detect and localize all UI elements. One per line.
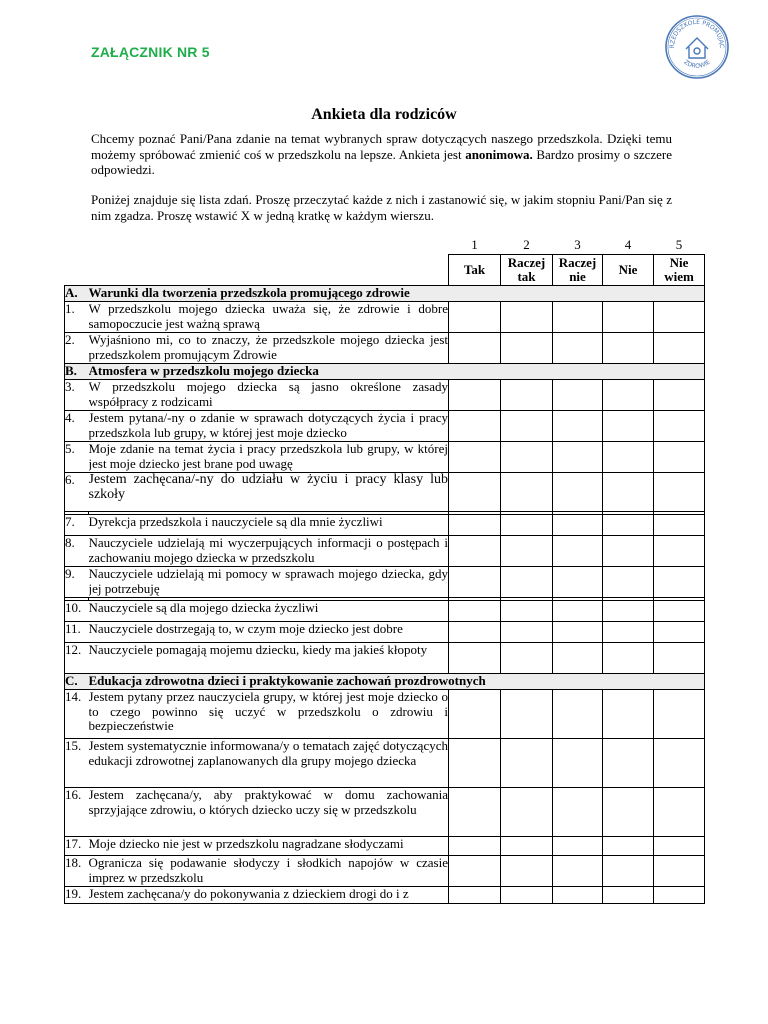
question-row <box>65 837 705 856</box>
question-number: 5. <box>65 442 89 473</box>
answer-checkbox[interactable] <box>501 739 553 788</box>
question-text: Jestem systematycznie informowana/y o tematach zajęć dotyczących edukacji zdrowotnej zaplanowanych dla grupy mojego dziecka <box>89 739 449 788</box>
question-number: 3. <box>65 380 89 411</box>
question-row <box>65 739 705 788</box>
answer-checkbox[interactable] <box>553 302 603 333</box>
question-number: 16. <box>65 788 89 837</box>
answer-checkbox[interactable] <box>449 302 501 333</box>
survey-table <box>64 238 705 904</box>
answer-checkbox[interactable] <box>603 333 654 364</box>
answer-checkbox[interactable] <box>553 536 603 567</box>
question-number: 7. <box>65 515 89 536</box>
house-icon <box>686 38 708 58</box>
answer-checkbox[interactable] <box>603 515 654 536</box>
answer-checkbox[interactable] <box>603 622 654 643</box>
question-number: 14. <box>65 690 89 739</box>
answer-checkbox[interactable] <box>553 333 603 364</box>
column-header-nie: Nie <box>603 255 654 286</box>
answer-checkbox[interactable] <box>553 622 603 643</box>
column-header-row <box>65 255 705 286</box>
answer-checkbox[interactable] <box>501 411 553 442</box>
question-text: W przedszkolu mojego dziecka uważa się, że zdrowie i dobre samopoczucie jest ważną sprawą <box>88 301 448 331</box>
answer-checkbox[interactable] <box>501 473 553 512</box>
answer-checkbox[interactable] <box>553 473 603 512</box>
page-title: Ankieta dla rodziców <box>311 106 457 123</box>
question-row <box>65 536 705 567</box>
question-number: 6. <box>65 473 89 512</box>
answer-checkbox[interactable] <box>654 856 705 887</box>
question-number: 11. <box>65 622 89 643</box>
question-row <box>65 788 705 837</box>
answer-checkbox[interactable] <box>449 788 501 837</box>
answer-checkbox[interactable] <box>603 442 654 473</box>
answer-checkbox[interactable] <box>449 567 501 598</box>
column-number: 3 <box>574 238 581 252</box>
answer-checkbox[interactable] <box>603 739 654 788</box>
column-numbers-row <box>65 238 705 255</box>
answer-checkbox[interactable] <box>553 380 603 411</box>
answer-checkbox[interactable] <box>449 601 501 622</box>
answer-checkbox[interactable] <box>603 536 654 567</box>
question-row <box>65 567 705 598</box>
answer-checkbox[interactable] <box>553 690 603 739</box>
answer-checkbox[interactable] <box>449 739 501 788</box>
answer-checkbox[interactable] <box>501 788 553 837</box>
question-row <box>65 302 705 333</box>
column-number: 1 <box>471 238 478 252</box>
answer-checkbox[interactable] <box>501 302 553 333</box>
answer-checkbox[interactable] <box>654 302 705 333</box>
answer-checkbox[interactable] <box>449 333 501 364</box>
question-number: 8. <box>65 536 89 567</box>
column-header-raczej-tak: Raczej tak <box>501 255 553 286</box>
question-text: Wyjaśniono mi, co to znaczy, że przedszkole mojego dziecka jest przedszkolem promującym Zdrowie <box>88 332 448 362</box>
column-number: 5 <box>675 238 683 252</box>
answer-checkbox[interactable] <box>501 567 553 598</box>
question-text: Ogranicza się podawanie słodyczy i słodkich napojów w czasie imprez w przedszkolu <box>88 855 448 885</box>
question-row <box>65 380 705 411</box>
question-text: Jestem pytany przez nauczyciela grupy, w której jest moje dziecko o to czego powinno się uczyć w przedszkolu o zdrowiu i bezpieczeństwie <box>89 690 449 739</box>
column-number: 2 <box>523 238 530 252</box>
question-row <box>65 622 705 643</box>
question-row <box>65 515 705 536</box>
question-number: 19. <box>65 887 89 904</box>
answer-checkbox[interactable] <box>654 333 705 364</box>
answer-checkbox[interactable] <box>501 333 553 364</box>
question-number: 10. <box>65 601 89 622</box>
answer-checkbox[interactable] <box>501 380 553 411</box>
answer-checkbox[interactable] <box>603 567 654 598</box>
answer-checkbox[interactable] <box>449 473 501 512</box>
column-number: 4 <box>624 238 632 252</box>
question-text: Moje zdanie na temat życia i pracy przedszkola lub grupy, w której jest moje dziecko jest brane pod uwagę <box>88 441 448 471</box>
answer-checkbox[interactable] <box>501 856 553 887</box>
answer-checkbox[interactable] <box>449 380 501 411</box>
question-row <box>65 643 705 674</box>
answer-checkbox[interactable] <box>553 643 603 674</box>
question-number: 2. <box>65 333 89 364</box>
answer-checkbox[interactable] <box>654 739 705 788</box>
section-letter: C. <box>65 674 89 690</box>
answer-checkbox[interactable] <box>603 473 654 512</box>
question-number: 4. <box>65 411 89 442</box>
answer-checkbox[interactable] <box>449 622 501 643</box>
answer-checkbox[interactable] <box>449 837 501 856</box>
answer-checkbox[interactable] <box>603 690 654 739</box>
answer-checkbox[interactable] <box>654 622 705 643</box>
answer-checkbox[interactable] <box>501 442 553 473</box>
answer-checkbox[interactable] <box>553 837 603 856</box>
answer-checkbox[interactable] <box>553 567 603 598</box>
question-row <box>65 601 705 622</box>
answer-checkbox[interactable] <box>654 643 705 674</box>
answer-checkbox[interactable] <box>603 887 654 904</box>
question-text: Moje dziecko nie jest w przedszkolu nagradzane słodyczami <box>89 837 449 856</box>
answer-checkbox[interactable] <box>654 601 705 622</box>
section-letter: B. <box>65 364 89 380</box>
question-row <box>65 690 705 739</box>
answer-checkbox[interactable] <box>654 473 705 512</box>
question-row <box>65 442 705 473</box>
question-text: Jestem zachęcana/y, aby praktykować w domu zachowania sprzyjające zdrowiu, o których dziecko uczy się w przedszkolu <box>89 788 449 837</box>
answer-checkbox[interactable] <box>654 411 705 442</box>
section-row <box>65 674 705 690</box>
column-header-raczej-nie: Raczej nie <box>553 255 603 286</box>
logo-text-top: RZEDSZKOLE PROMUJĄC <box>668 18 726 49</box>
question-number: 17. <box>65 837 89 856</box>
question-text: Jestem zachęcana/-ny do udziału w życiu i pracy klasy lub szkoły <box>89 473 449 512</box>
answer-checkbox[interactable] <box>449 887 501 904</box>
question-row <box>65 856 705 887</box>
answer-checkbox[interactable] <box>501 536 553 567</box>
answer-checkbox[interactable] <box>654 837 705 856</box>
question-row <box>65 411 705 442</box>
question-number: 1. <box>65 302 89 333</box>
answer-checkbox[interactable] <box>501 887 553 904</box>
answer-checkbox[interactable] <box>553 887 603 904</box>
answer-checkbox[interactable] <box>553 788 603 837</box>
logo-text-bottom: ZDROWIE <box>682 58 712 70</box>
answer-checkbox[interactable] <box>553 601 603 622</box>
answer-checkbox[interactable] <box>553 739 603 788</box>
question-row <box>65 887 705 904</box>
question-text: Nauczyciele pomagają mojemu dziecku, kiedy ma jakieś kłopoty <box>89 643 449 674</box>
question-text: Dyrekcja przedszkola i nauczyciele są dla mnie życzliwi <box>89 515 449 536</box>
answer-checkbox[interactable] <box>654 690 705 739</box>
answer-checkbox[interactable] <box>449 515 501 536</box>
answer-checkbox[interactable] <box>603 837 654 856</box>
answer-checkbox[interactable] <box>449 690 501 739</box>
answer-checkbox[interactable] <box>654 788 705 837</box>
answer-checkbox[interactable] <box>449 643 501 674</box>
intro-paragraph-2: Poniżej znajduje się lista zdań. Proszę przeczytać każde z nich i zastanowić się, w jakim stopniu Pani/Pan się z nim zgadza. Proszę wstawić X w jedną kratkę w każdym wierszu. <box>91 192 672 223</box>
answer-checkbox[interactable] <box>603 302 654 333</box>
section-row <box>65 364 705 380</box>
section-title: Atmosfera w przedszkolu mojego dziecka <box>89 364 705 380</box>
question-number: 12. <box>65 643 89 674</box>
answer-checkbox[interactable] <box>603 643 654 674</box>
answer-checkbox[interactable] <box>654 887 705 904</box>
column-header-tak: Tak <box>449 255 501 286</box>
answer-checkbox[interactable] <box>603 411 654 442</box>
question-text: Jestem zachęcana/y do pokonywania z dzieckiem drogi do i z <box>89 887 449 904</box>
attachment-label: ZAŁĄCZNIK NR 5 <box>91 44 210 60</box>
answer-checkbox[interactable] <box>501 601 553 622</box>
question-number: 18. <box>65 856 89 887</box>
question-text: Nauczyciele udzielają mi wyczerpujących informacji o postępach i zachowaniu mojego dziecka w przedszkolu <box>88 535 448 565</box>
answer-checkbox[interactable] <box>553 411 603 442</box>
answer-checkbox[interactable] <box>654 380 705 411</box>
answer-checkbox[interactable] <box>501 515 553 536</box>
question-text: Nauczyciele dostrzegają to, w czym moje dziecko jest dobre <box>89 622 449 643</box>
answer-checkbox[interactable] <box>449 411 501 442</box>
question-row <box>65 473 705 512</box>
question-text: Nauczyciele udzielają mi pomocy w sprawach mojego dziecka, gdy jej potrzebuję <box>88 566 448 596</box>
answer-checkbox[interactable] <box>603 380 654 411</box>
question-row <box>65 333 705 364</box>
answer-checkbox[interactable] <box>501 643 553 674</box>
answer-checkbox[interactable] <box>553 515 603 536</box>
answer-checkbox[interactable] <box>553 442 603 473</box>
answer-checkbox[interactable] <box>449 856 501 887</box>
intro-paragraph-1: Chcemy poznać Pani/Pana zdanie na temat wybranych spraw dotyczących naszego przedszkola. Dzięki temu możemy spróbować zmienić coś w przedszkolu na lepsze. Ankieta jest anonimowa. Bardzo prosimy o szczere odpowiedzi. <box>91 131 672 177</box>
section-letter: A. <box>65 286 89 302</box>
question-number: 15. <box>65 739 89 788</box>
question-text: W przedszkolu mojego dziecka są jasno określone zasady współpracy z rodzicami <box>88 379 448 409</box>
question-number: 9. <box>65 567 89 598</box>
question-text: Nauczyciele są dla mojego dziecka życzliwi <box>89 601 449 622</box>
answer-checkbox[interactable] <box>501 690 553 739</box>
question-text: Jestem pytana/-ny o zdanie w sprawach dotyczących życia i pracy przedszkola lub grupy, w której jest moje dziecko <box>88 410 448 440</box>
section-title: Edukacja zdrowotna dzieci i praktykowanie zachowań prozdrowotnych <box>89 674 705 690</box>
answer-checkbox[interactable] <box>654 442 705 473</box>
answer-checkbox[interactable] <box>501 837 553 856</box>
answer-checkbox[interactable] <box>603 788 654 837</box>
answer-checkbox[interactable] <box>553 856 603 887</box>
section-title: Warunki dla tworzenia przedszkola promującego zdrowie <box>89 286 705 302</box>
section-row <box>65 286 705 302</box>
answer-checkbox[interactable] <box>449 442 501 473</box>
answer-checkbox[interactable] <box>654 567 705 598</box>
answer-checkbox[interactable] <box>654 536 705 567</box>
answer-checkbox[interactable] <box>449 536 501 567</box>
answer-checkbox[interactable] <box>603 856 654 887</box>
column-header-nie-wiem: Nie wiem <box>654 255 705 286</box>
preschool-logo <box>664 14 730 80</box>
answer-checkbox[interactable] <box>654 515 705 536</box>
answer-checkbox[interactable] <box>603 601 654 622</box>
answer-checkbox[interactable] <box>501 622 553 643</box>
